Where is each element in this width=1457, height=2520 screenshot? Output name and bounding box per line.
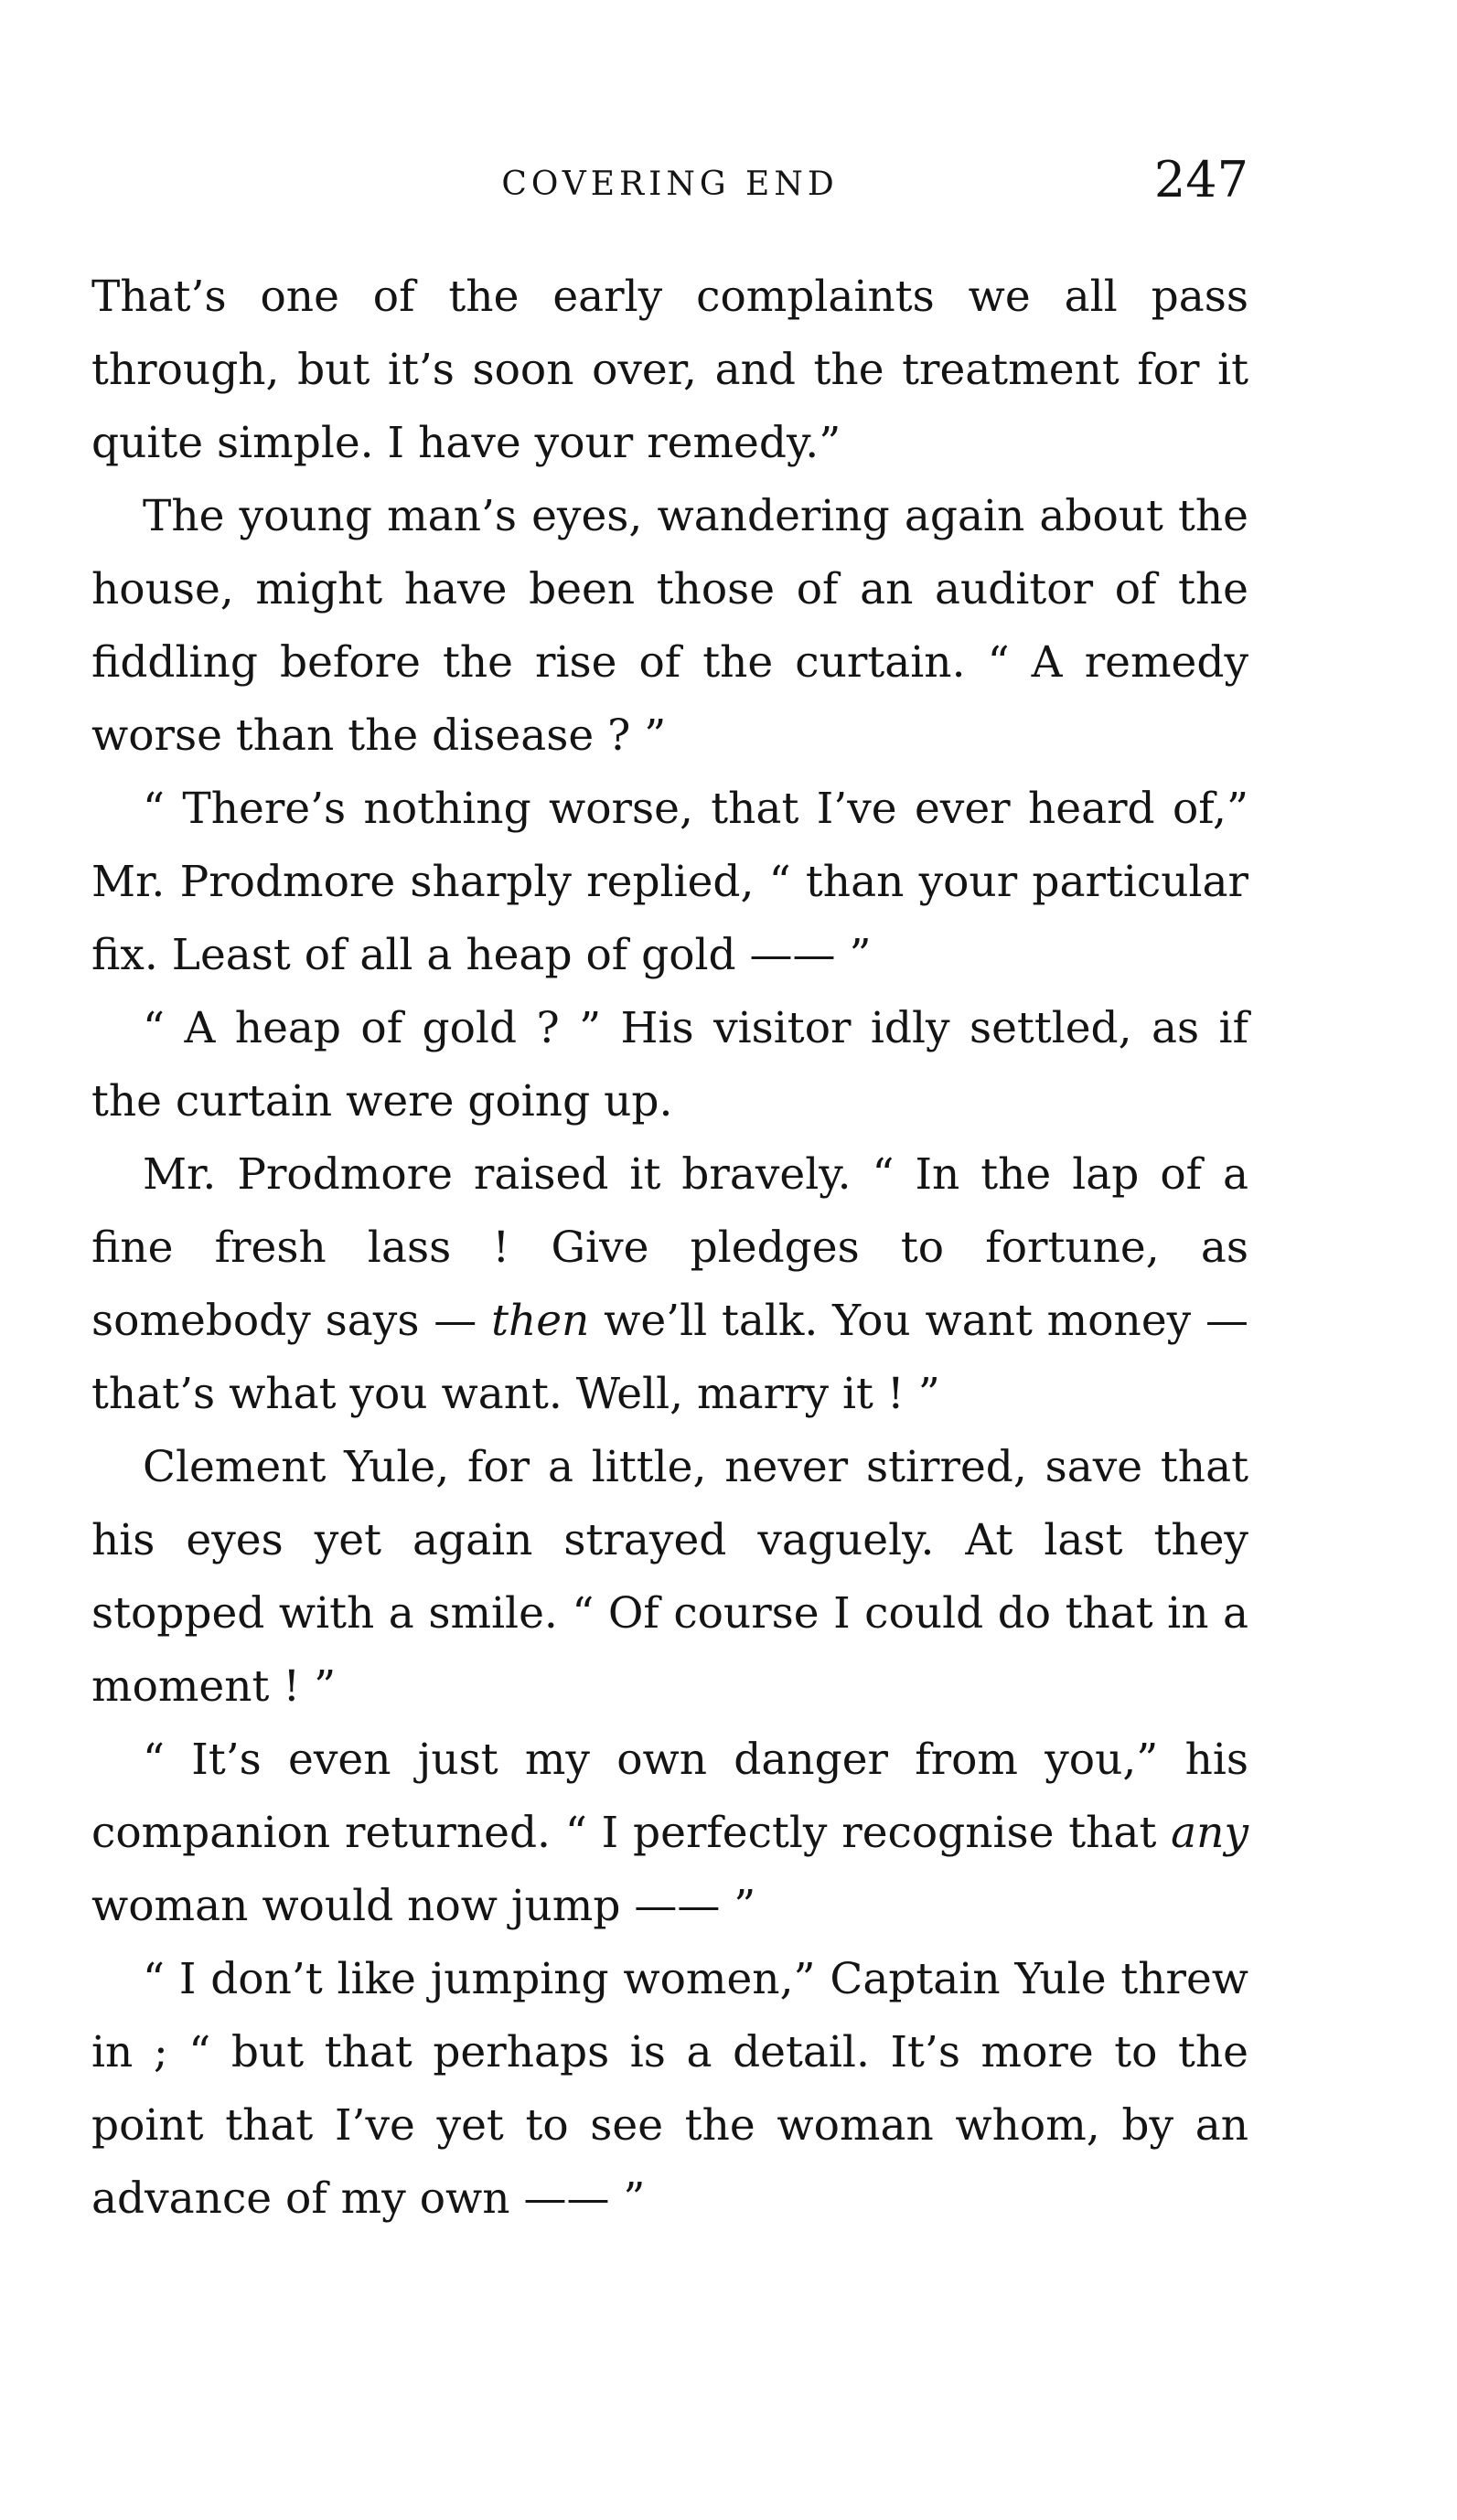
paragraph xyxy=(91,261,1248,480)
paragraph xyxy=(91,1138,1248,1431)
text-run: woman would now jump —— ” xyxy=(91,1881,756,1931)
paragraph xyxy=(91,1724,1248,1943)
italic-text: any xyxy=(1171,1808,1248,1858)
text-run: we’ll talk. You want money — that’s what you want. Well, marry it ! ” xyxy=(91,1296,1248,1419)
text-run: “ It’s even just my own danger from you,” his companion returned. “ I perfectly recognise that xyxy=(91,1735,1248,1858)
text-run: “ A heap of gold ? ” His visitor idly settled, as if the curtain were going up. xyxy=(91,1003,1248,1127)
text-run: Mr. Prodmore raised it bravely. “ In the lap of a fine fresh lass ! Give pledges to fortune, as somebody says — xyxy=(91,1149,1248,1346)
running-title: COVERING END xyxy=(501,166,839,203)
text-run: The young man’s eyes, wandering again about the house, might have been those of an auditor of the fiddling before the rise of the curtain. “ A remedy worse than the disease ? ” xyxy=(91,491,1248,761)
paragraph xyxy=(91,480,1248,773)
paragraph xyxy=(91,773,1248,992)
paragraph xyxy=(91,992,1248,1138)
page-number: 247 xyxy=(1153,151,1248,208)
body-text xyxy=(91,261,1248,2236)
italic-text: then xyxy=(491,1296,590,1346)
text-run: “ I don’t like jumping women,” Captain Yule threw in ; “ but that perhaps is a detail. It’s more to the point that I’ve yet to see the woman whom, by an advance of my own —— ” xyxy=(91,1954,1248,2224)
text-run: That’s one of the early complaints we all pass through, but it’s soon over, and the treatment for it quite simple. I have your remedy.” xyxy=(91,272,1248,468)
paragraph xyxy=(91,1431,1248,1724)
text-run: “ There’s nothing worse, that I’ve ever heard of,” Mr. Prodmore sharply replied, “ than your particular fix. Least of all a heap of gold —— ” xyxy=(91,784,1248,980)
page-header xyxy=(91,151,1248,215)
text-run: Clement Yule, for a little, never stirred, save that his eyes yet again strayed vaguely. At last they stopped with a smile. “ Of course I could do that in a moment ! ” xyxy=(91,1442,1248,1712)
paragraph xyxy=(91,1943,1248,2236)
